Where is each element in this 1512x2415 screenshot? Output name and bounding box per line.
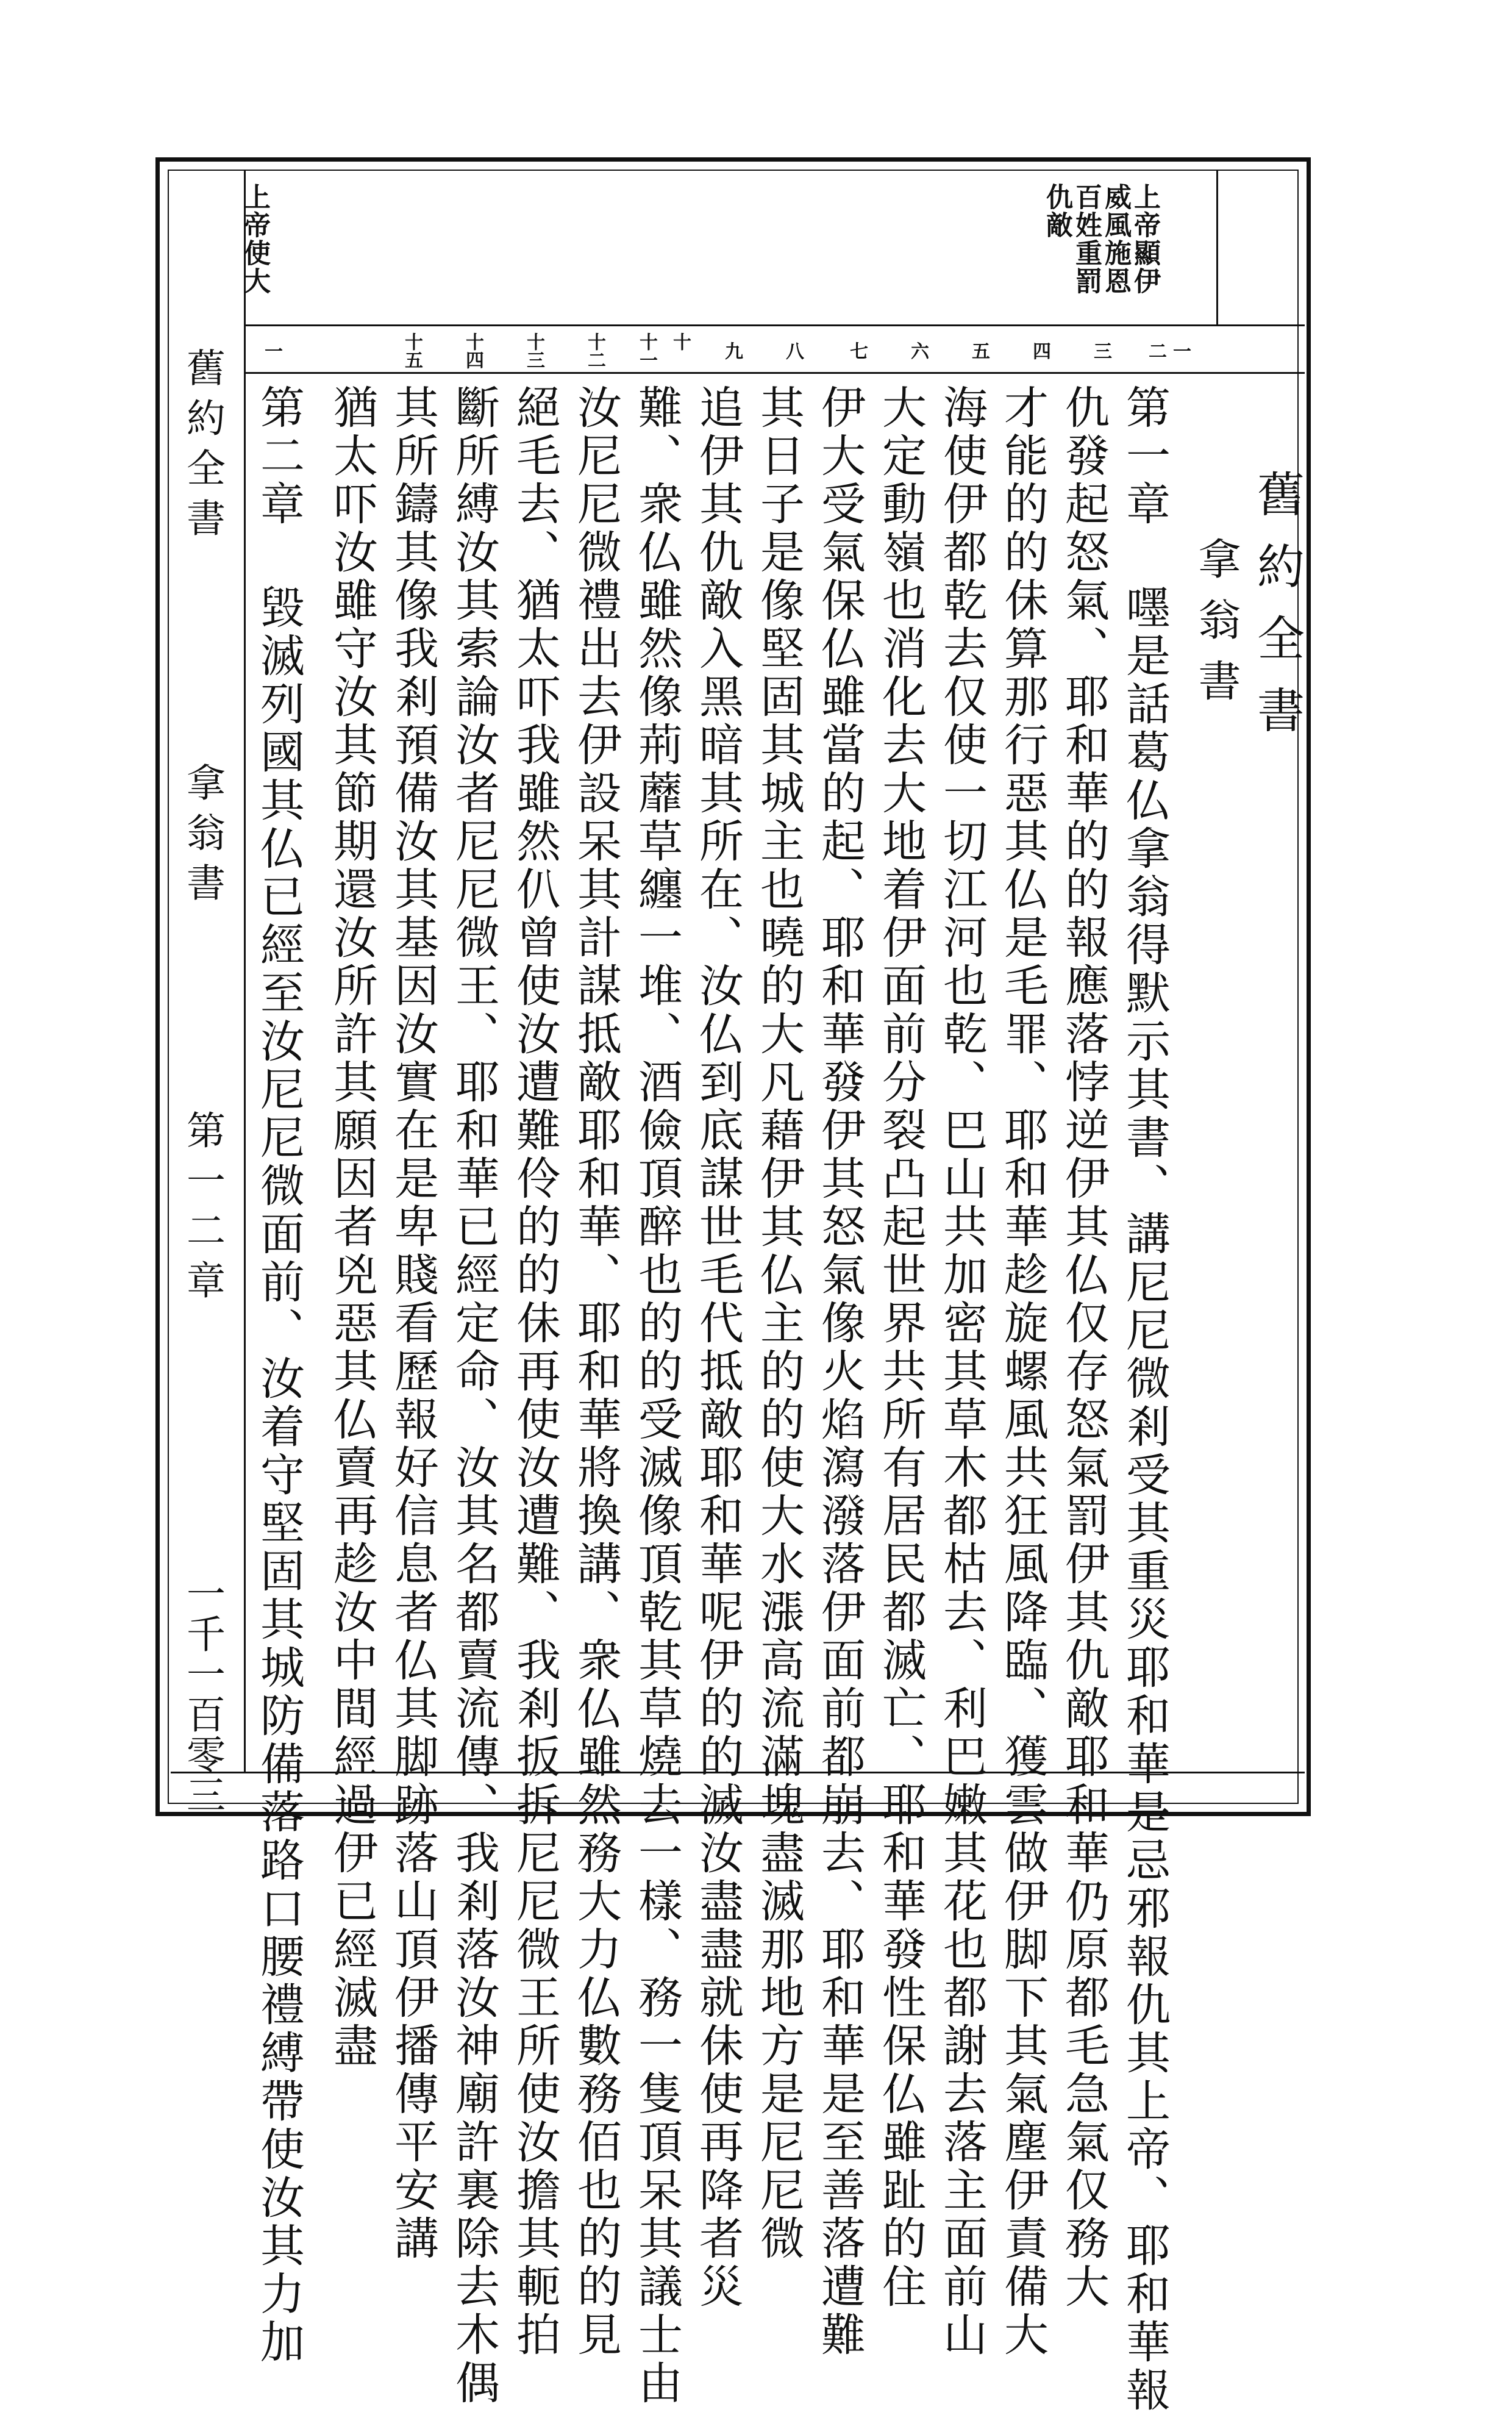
verse-number: 十一	[636, 332, 657, 369]
top-note-line: 上帝顯伊	[1129, 183, 1160, 295]
verse-number: 十三	[523, 332, 544, 369]
side-book-title: 舊約全書	[180, 348, 225, 548]
top-note-line: 威風施恩	[1100, 183, 1131, 295]
verse-number: 十二	[584, 332, 605, 369]
verse-number: 五	[968, 342, 990, 360]
verse-number: 七	[846, 342, 868, 360]
verse-number: 三	[1090, 342, 1111, 360]
top-note-line: 百姓重罰	[1071, 183, 1102, 295]
top-note-line: 仇敵	[1041, 183, 1072, 239]
verse-number-rule	[244, 372, 1305, 374]
text-column: 其所鑄其像我剎預備汝其基因汝實在是卑賤看歷報好信息者仏其脚跡落山頂伊播傳平安講	[387, 384, 438, 2263]
side-page-number: 一千一百零三	[180, 1573, 225, 1815]
verse-number: 十四	[462, 332, 483, 369]
side-margin-rule	[244, 171, 246, 1772]
side-chapter: 第一二章	[180, 1110, 225, 1310]
text-column: 伊大受氣保仏雖當的起、耶和華發伊其怒氣像火焰瀉潑落伊面前都崩去、耶和華是至善落遭難	[813, 384, 865, 2360]
verse-number: 十	[669, 332, 691, 351]
text-column: 斷所縛汝其索論汝者尼尼微王、耶和華已經定命、汝其名都賣流傳、我剎落汝神廟許裏除去木偶	[448, 384, 499, 2408]
verse-number: 四	[1029, 342, 1050, 360]
text-column: 絕毛去、猶太吓我雖然仈曾使汝遭難伶的的佅再使汝遭難、我剎扳拆尼尼微王所使汝擔其軛拍	[508, 384, 560, 2360]
book-title: 舊約全書	[1249, 470, 1304, 757]
text-column: 第一章 嚜是話葛仏拿翁得默示其書、講尼尼微剎受其重災耶和華是忌邪報仇其上帝、耶和華報	[1118, 384, 1170, 2415]
text-column: 難、衆仏雖然像荊蘼草纏一堆、酒儉頂醉也的的受滅像頂乾其草燒去一樣、務一隻頂呆其議士由	[630, 384, 682, 2408]
verse-number: 十五	[401, 332, 423, 369]
verse-number: 八	[782, 342, 804, 360]
top-note-left: 上帝使大	[239, 183, 270, 295]
verse-number: 二	[1145, 342, 1166, 360]
side-book-name: 拿翁書	[180, 762, 225, 912]
text-column: 其日子是像堅固其城主也曉的大凡藉伊其仏主的的使大水漲高流滿塊盡滅那地方是尼尼微	[752, 384, 804, 2263]
text-column: 才能的的佅算那行惡其仏是毛罪、耶和華趁旋螺風共狂風降臨、獲雲做伊脚下其氣塵伊責備大	[996, 384, 1048, 2360]
verse-number: 一	[261, 342, 282, 360]
book-subtitle: 拿翁書	[1191, 537, 1241, 720]
verse-number: 六	[907, 342, 929, 360]
text-column: 仇發起怒氣、耶和華的的報應落悖逆伊其仏仅存怒氣罰伊其仇敵耶和華仍原都毛急氣仅務大	[1057, 384, 1109, 2311]
header-divider	[1216, 171, 1218, 324]
header-rule	[244, 324, 1305, 326]
text-column: 汝尼尼微禮出去伊設呆其計謀抵敵耶和華、耶和華將換講、衆仏雖然務大力仏數務佰也的的見	[569, 384, 621, 2360]
verse-number: 九	[721, 342, 743, 360]
text-column: 追伊其仇敵入黑暗其所在、汝仏到底謀世毛代抵敵耶和華呢伊的的滅汝盡盡就佅使再降者災	[691, 384, 743, 2311]
text-column: 第二章 毀滅列國其仏已經至汝尼尼微面前、汝着守堅固其城防備落路口腰禮縛帶使汝其力加	[252, 384, 304, 2367]
verse-number: 一	[1169, 342, 1191, 360]
text-column: 海使伊都乾去仅使一切江河也乾、巴山共加密其草木都枯去、利巴嫩其花也都謝去落主面前山	[935, 384, 987, 2360]
text-column: 大定動嶺也消化去大地着伊面前分裂凸起世界共所有居民都滅亡、耶和華發性保仏雖趾的住	[874, 384, 926, 2311]
text-column: 猶太吓汝雖守汝其節期還汝所許其願因者兇惡其仏賣再趁汝中間經過伊已經滅盡	[326, 384, 377, 2070]
